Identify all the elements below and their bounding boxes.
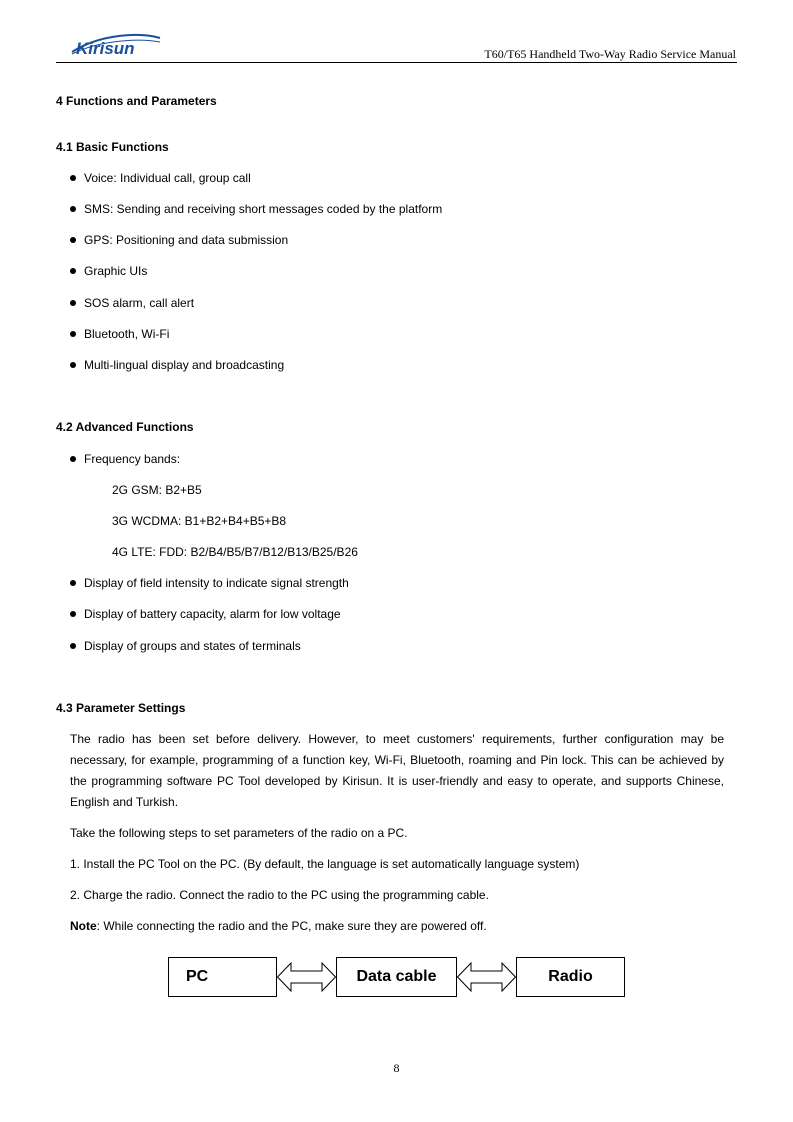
header-title: T60/T65 Handheld Two-Way Radio Service Manual: [484, 47, 736, 61]
list-item: Multi-lingual display and broadcasting: [70, 358, 284, 372]
body-paragraph: The radio has been set before delivery. However, to meet customers' requirements, further configuration may be necessary, for example, programming of a function key, Wi-Fi, Bluetooth, roaming and Pin lock. This can be achieved by the programming software PC Tool developed by Kirisun. It is user-friendly and easy to operate, and supports Chinese, English and Turkish.: [70, 732, 724, 809]
bullet-icon: [70, 456, 76, 462]
band-item: 3G WCDMA: B1+B2+B4+B5+B8: [112, 514, 287, 528]
note: [70, 919, 487, 933]
section-heading-4-1: 4.1 Basic Functions: [56, 140, 169, 154]
pc-box: PC: [168, 957, 277, 997]
logo-text: Kirisun: [76, 39, 135, 58]
page-number: 8: [393, 1061, 400, 1075]
steps-intro: Take the following steps to set parameters of the radio on a PC.: [70, 826, 408, 840]
list-item: Graphic UIs: [70, 264, 147, 278]
bullet-icon: [70, 268, 76, 274]
step-2: 2. Charge the radio. Connect the radio to the PC using the programming cable.: [70, 888, 489, 902]
list-item: GPS: Positioning and data submission: [70, 233, 288, 247]
list-item: Display of groups and states of terminals: [70, 639, 301, 653]
bullet-icon: [70, 362, 76, 368]
list-item: Frequency bands:: [70, 452, 180, 466]
section-heading-4-2: 4.2 Advanced Functions: [56, 420, 194, 434]
note-text: : While connecting the radio and the PC, make sure they are powered off.: [96, 919, 487, 933]
section-heading-4-3: 4.3 Parameter Settings: [56, 701, 186, 715]
bullet-icon: [70, 237, 76, 243]
bullet-icon: [70, 300, 76, 306]
list-item: SOS alarm, call alert: [70, 296, 194, 310]
list-item: Voice: Individual call, group call: [70, 171, 251, 185]
note-label: Note: [70, 919, 97, 933]
step-1: 1. Install the PC Tool on the PC. (By default, the language is set automatically language system): [70, 857, 580, 871]
header-divider: [56, 62, 737, 63]
radio-box: Radio: [516, 957, 625, 997]
bullet-icon: [70, 206, 76, 212]
bullet-icon: [70, 175, 76, 181]
band-item: 2G GSM: B2+B5: [112, 483, 202, 497]
bullet-icon: [70, 611, 76, 617]
data-cable-box: Data cable: [336, 957, 457, 997]
band-item: 4G LTE: FDD: B2/B4/B5/B7/B12/B13/B25/B26: [112, 545, 358, 559]
bullet-icon: [70, 643, 76, 649]
bullet-icon: [70, 580, 76, 586]
kirisun-logo: [70, 32, 162, 58]
bullet-icon: [70, 331, 76, 337]
double-arrow-icon: [277, 962, 336, 992]
list-item: SMS: Sending and receiving short messages coded by the platform: [70, 202, 442, 216]
section-heading-4: 4 Functions and Parameters: [56, 94, 217, 108]
list-item: Display of battery capacity, alarm for low voltage: [70, 607, 341, 621]
list-item: Bluetooth, Wi-Fi: [70, 327, 169, 341]
list-item: Display of field intensity to indicate signal strength: [70, 576, 349, 590]
double-arrow-icon: [457, 962, 516, 992]
